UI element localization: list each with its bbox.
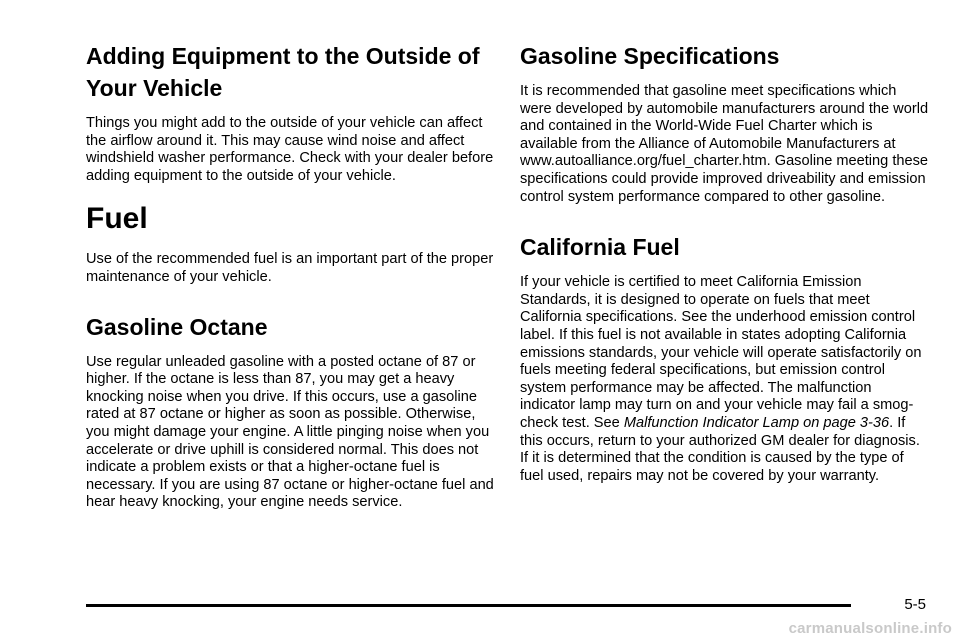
paragraph-fuel: Use of the recommended fuel is an important part of the proper maintenance of your vehicle. <box>86 251 494 285</box>
heading-gasoline-specifications: Gasoline Specifications <box>520 43 780 69</box>
california-fuel-text-start: If your vehicle is certified to meet California Emission Standards, it is designed to operate on fuels that meet California specifications. See the underhood emission control label. If this fuel is not available in states adopting California emissions standards, your vehicle will operate satisfactorily on fuels meeting federal specifications, but emission control system performance may be affected. The malfunction indicator lamp may turn on and your vehicle may fail a smog-check test. See <box>520 274 922 431</box>
cross-reference-link[interactable]: Malfunction Indicator Lamp on page 3-36 <box>623 414 890 431</box>
page-number: 5-5 <box>904 596 926 613</box>
watermark: carmanualsonline.info <box>788 620 952 637</box>
heading-fuel: Fuel <box>86 202 148 236</box>
paragraph-gasoline-octane: Use regular unleaded gasoline with a posted octane of 87 or higher. If the octane is less than 87, you may get a heavy knocking noise when you drive. If this occurs, use a gasoline rated at 87 octane or higher as soon as possible. Otherwise, you might damage your engine. A little pinging noise when you accelerate or drive uphill is considered normal. This does not indicate a problem exists or that a higher-octane fuel is necessary. If you are using 87 octane or higher-octane fuel and hear heavy knocking, your engine needs service. <box>86 353 494 511</box>
left-column <box>86 40 494 512</box>
paragraph-california-fuel <box>520 274 930 485</box>
paragraph-gasoline-specifications: It is recommended that gasoline meet specifications which were developed by automobile manufacturers around the world and contained in the World-Wide Fuel Charter which is available from the Alliance of Automobile Manufacturers at www.autoalliance.org/fuel_charter.htm. Gasoline meeting these specifications could provide improved driveability and emission control system performance compared to other gasoline. <box>520 83 929 205</box>
california-fuel-text-end: . If this occurs, return to your authorized GM dealer for diagnosis. If it is determined that the condition is caused by the type of fuel used, repairs may not be covered by your warranty. <box>520 414 920 484</box>
paragraph-adding-equipment: Things you might add to the outside of your vehicle can affect the airflow around it. This may cause wind noise and affect windshield washer performance. Check with your dealer before adding equipment to the outside of your vehicle. <box>86 115 494 184</box>
heading-california-fuel: California Fuel <box>520 234 680 261</box>
footer-rule <box>86 604 851 607</box>
heading-gasoline-octane: Gasoline Octane <box>86 313 268 340</box>
right-column <box>520 40 930 485</box>
heading-adding-equipment: Adding Equipment to the Outside of Your Vehicle <box>86 43 480 101</box>
